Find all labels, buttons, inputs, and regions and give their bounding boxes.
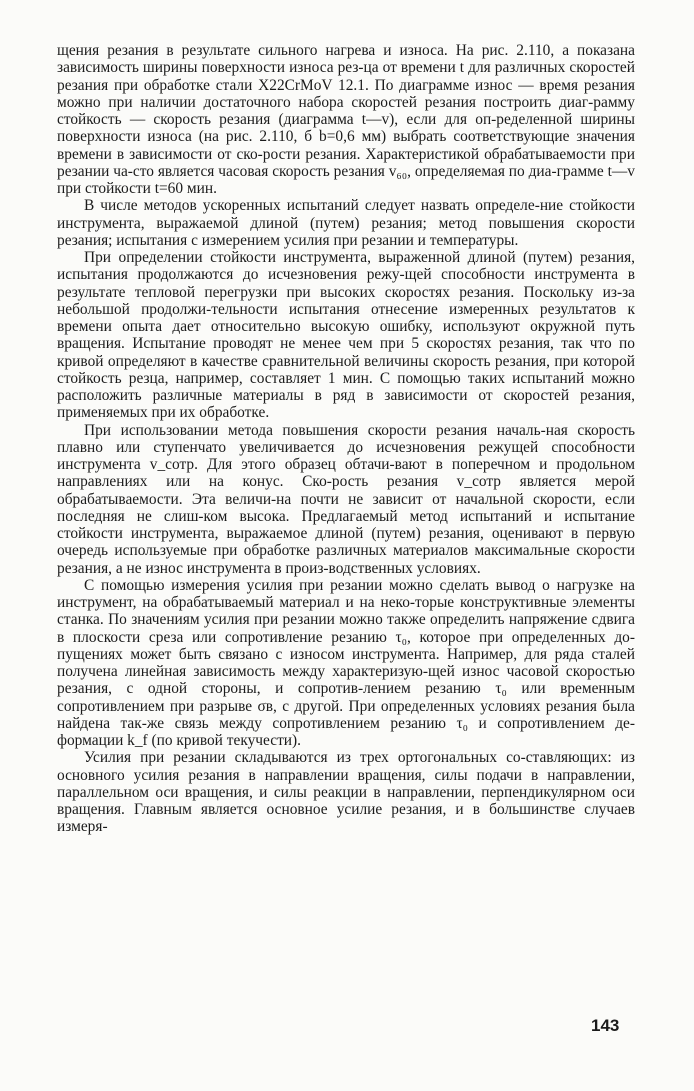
paragraph-6: Усилия при резании складываются из трех ортогональных со-ставляющих: из основного усилия резания в направлении вращения, силы подачи в направлении, параллельном оси вращения, и силы реакции в направлении, перпендикулярном оси вращения. Главным является основное усилие резания, и в большинстве случаев измеря- (57, 749, 635, 836)
page-number: 143 (591, 1016, 620, 1035)
page-body (57, 42, 635, 836)
paragraph-4: При использовании метода повышения скорости резания началь-ная скорость плавно или ступенчато увеличивается до исчезновения режущей способности инструмента v_сотр. Для этого образец обтачи-вают в поперечном и продольном направлениях или на конус. Ско-рость резания v_сотр является мерой обрабатываемости. Эта величи-на почти не зависит от начальной скорости, если последняя не слиш-ком высока. Предлагаемый метод испытаний и испытание стойкости инструмента, выражаемое длиной (путем) резания, оценивают в первую очередь используемые при обработке различных материалов максимальные скорости резания, а не износ инструмента в произ-водственных условиях. (57, 421, 635, 577)
paragraph-2: В числе методов ускоренных испытаний следует назвать определе-ние стойкости инструмента, выражаемой длиной (путем) резания; метод повышения скорости резания; испытания с измерением усилия при резании и температуры. (57, 197, 635, 249)
paragraph-5: С помощью измерения усилия при резании можно сделать вывод о нагрузке на инструмент, на обрабатываемый материал и на неко-торые конструктивные элементы станка. По значениям усилия при резании можно также определить напряжение сдвига в плоскости среза или сопротивление резанию τ₀, которое при определенных до-пущениях может быть связано с износом инструмента. Например, для ряда сталей получена линейная зависимость между характеризую-щей износ часовой скоростью резания, с одной стороны, и сопротив-лением резанию τ₀ или временным сопротивлением при разрыве σв, с другой. При определенных условиях резания была найдена так-же связь между сопротивлением резанию τ₀ и сопротивлением де-формации k_f (по кривой текучести). (57, 576, 635, 749)
paragraph-3: При определении стойкости инструмента, выраженной длиной (путем) резания, испытания продолжаются до исчезновения режу-щей способности инструмента в результате тепловой перегрузки при высоких скоростях резания. Поскольку из-за небольшой продолжи-тельности испытания отнесение измеренных результатов к времени опыта дает относительно высокую ошибку, используют окружной путь вращения. Испытание проводят не менее чем при 5 скоростях резания, так что по кривой определяют в качестве сравнительной величины скорость резания, при которой стойкость резца, например, составляет 1 мин. С помощью таких испытаний можно расположить различные материалы в ряд в зависимости от скоростей резания, применяемых при их обработке. (57, 249, 635, 422)
paragraph-1: щения резания в результате сильного нагрева и износа. На рис. 2.110, а показана зависимость ширины поверхности износа рез-ца от времени t для различных скоростей резания при обработке стали X22CrMoV 12.1. По диаграмме износ — время резания можно при наличии достаточного набора скоростей резания построить диаг-рамму стойкость — скорость резания (диаграмма t—v), если для оп-ределенной ширины поверхности износа (на рис. 2.110, б b=0,6 мм) выбрать соответствующие значения времени в зависимости от ско-рости резания. Характеристикой обрабатываемости при резании ча-сто является часовая скорость резания v₆₀, определяемая по диа-грамме t—v при стойкости t=60 мин. (57, 42, 635, 197)
